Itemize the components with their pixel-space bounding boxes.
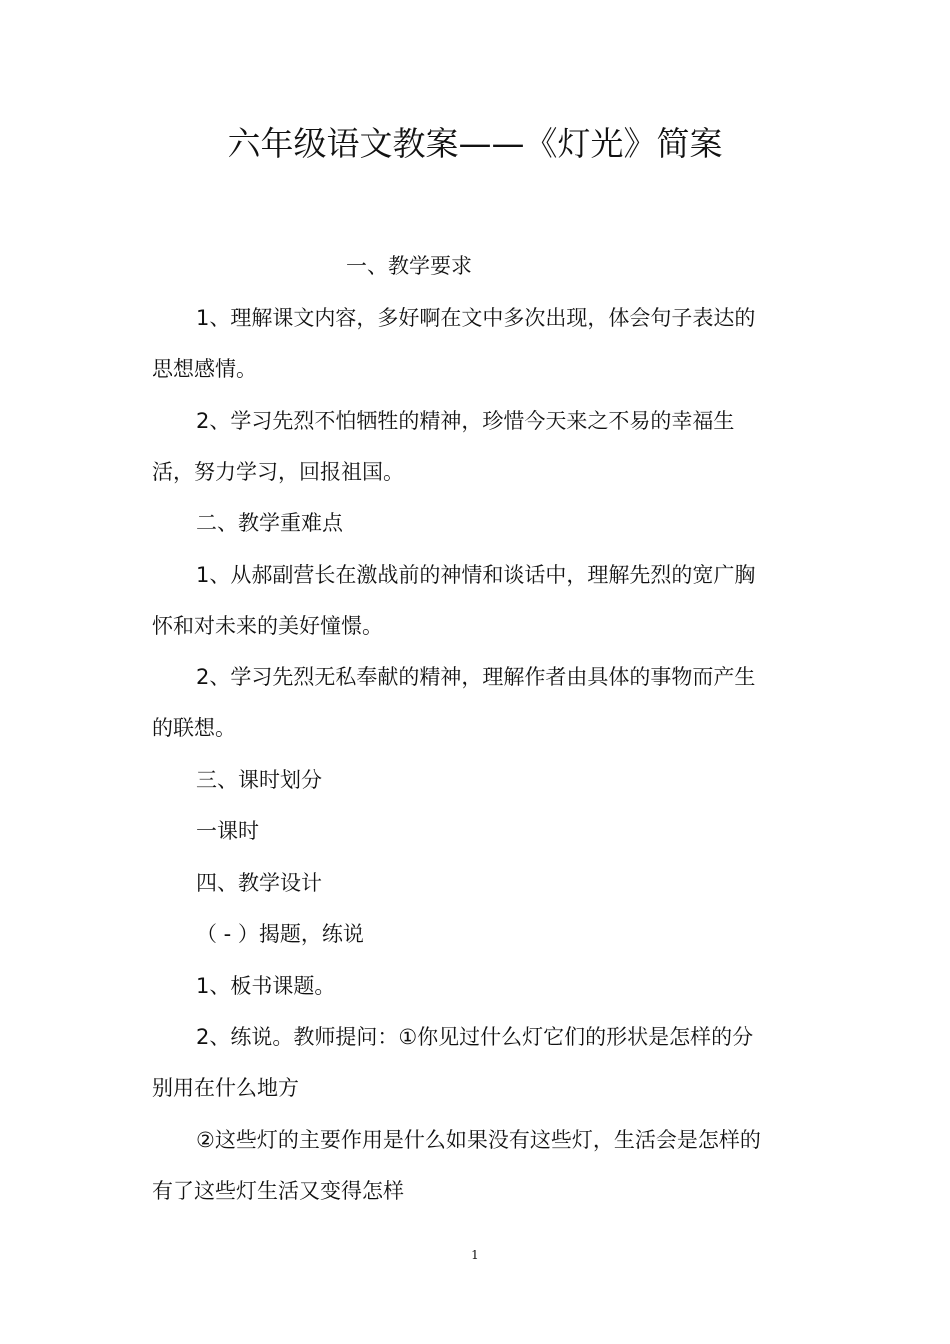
paragraph-line: 1、理解课文内容，多好啊在文中多次出现，体会句子表达的: [196, 306, 756, 330]
section-heading-schedule: 三、课时划分: [196, 768, 322, 792]
paragraph-line: 有了这些灯生活又变得怎样: [152, 1179, 404, 1203]
document-title: 六年级语文教案——《灯光》简案: [227, 124, 723, 163]
paragraph-line: ②这些灯的主要作用是什么如果没有这些灯，生活会是怎样的: [196, 1128, 761, 1152]
paragraph-line: 2、练说。教师提问：①你见过什么灯它们的形状是怎样的分: [196, 1025, 754, 1049]
section-heading-design: 四、教学设计: [196, 871, 322, 895]
section-heading-key-points: 二、教学重难点: [196, 511, 343, 535]
paragraph-line: 1、板书课题。: [196, 974, 336, 998]
paragraph-line: 的联想。: [152, 716, 236, 740]
paragraph-line: 2、学习先烈无私奉献的精神，理解作者由具体的事物而产生: [196, 665, 756, 689]
paragraph-line: 2、学习先烈不怕牺牲的精神，珍惜今天来之不易的幸福生: [196, 409, 735, 433]
paragraph-line: 一课时: [196, 819, 259, 843]
paragraph-line: 别用在什么地方: [152, 1076, 299, 1100]
subsection-heading: （ - ）揭题，练说: [196, 922, 364, 946]
section-heading-requirements: 一、教学要求: [346, 254, 472, 278]
paragraph-line: 思想感情。: [152, 357, 257, 381]
page-number: 1: [471, 1248, 479, 1262]
paragraph-line: 1、从郝副营长在激战前的神情和谈话中，理解先烈的宽广胸: [196, 563, 756, 587]
paragraph-line: 活，努力学习，回报祖国。: [152, 460, 404, 484]
paragraph-line: 怀和对未来的美好憧憬。: [152, 614, 383, 638]
